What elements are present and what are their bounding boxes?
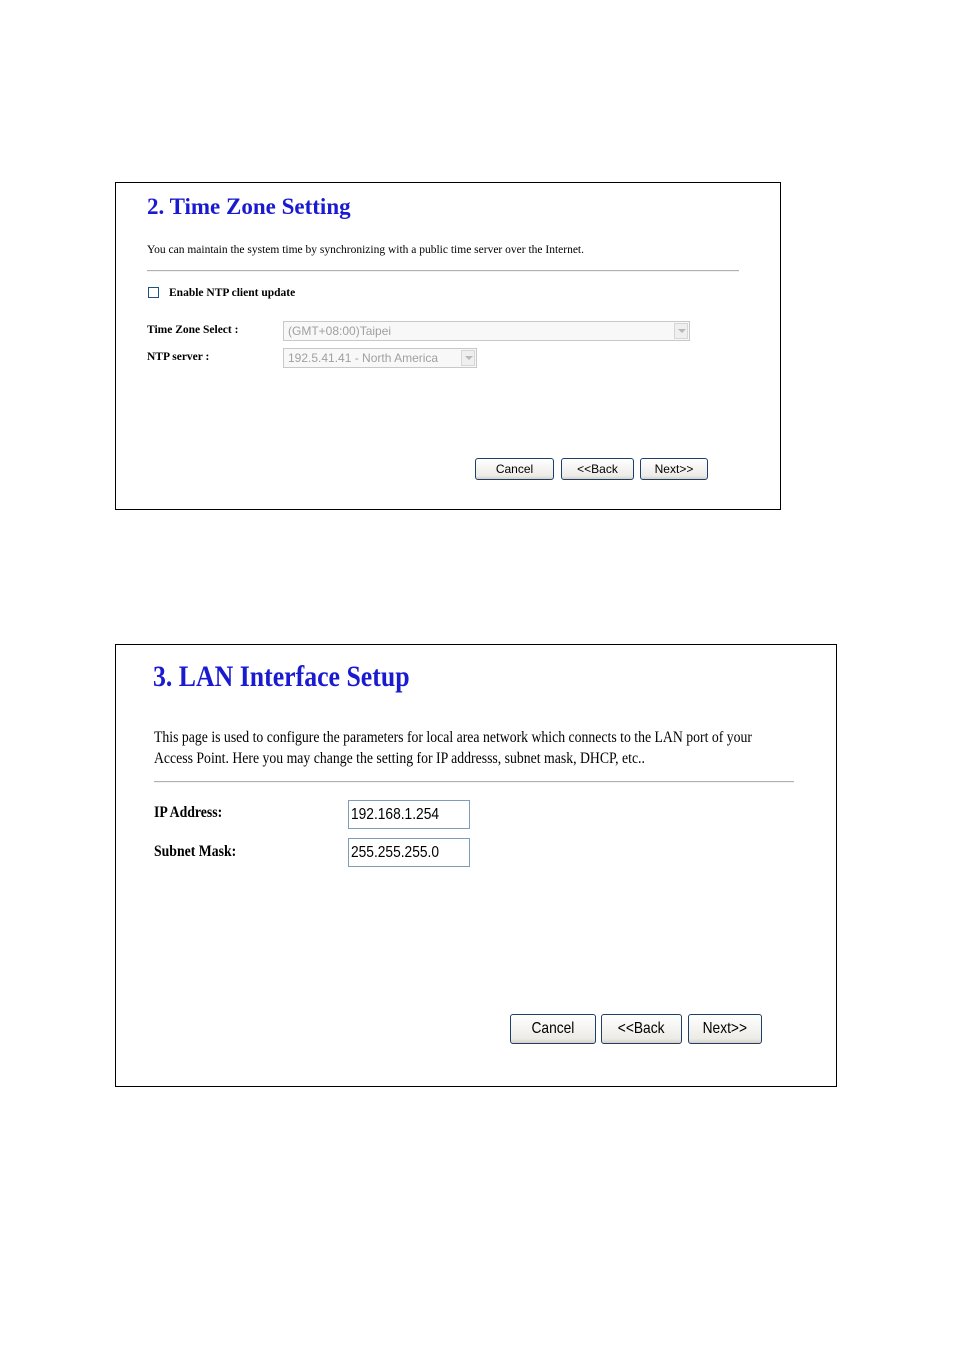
ip-address-input[interactable] xyxy=(348,800,470,829)
ip-address-label: IP Address: xyxy=(154,804,223,821)
ntp-server-label: NTP server : xyxy=(147,351,210,363)
lan-interface-panel xyxy=(115,644,837,1087)
page-title: 2. Time Zone Setting xyxy=(147,194,351,219)
back-button[interactable]: <<Back xyxy=(561,458,634,480)
ntp-server-select-value: 192.5.41.41 - North America xyxy=(288,351,439,365)
cancel-button[interactable]: Cancel xyxy=(475,458,554,480)
ntp-server-select[interactable] xyxy=(283,348,477,368)
back-button-label: <<Back xyxy=(618,1020,665,1037)
next-button-label: Next>> xyxy=(702,1020,748,1037)
chevron-down-icon[interactable] xyxy=(674,323,688,339)
back-button[interactable] xyxy=(601,1014,682,1044)
time-zone-label: Time Zone Select : xyxy=(147,324,239,336)
next-button[interactable] xyxy=(688,1014,762,1044)
subnet-mask-input[interactable] xyxy=(348,838,470,867)
page-description: This page is used to configure the parameters for local area network which connects to the LAN port of your Access Point. Here you may change the setting for IP addresss, subnet mask, DHCP, etc.. xyxy=(154,729,752,767)
next-button[interactable]: Next>> xyxy=(640,458,708,480)
cancel-button[interactable] xyxy=(510,1014,596,1044)
page-title: 3. LAN Interface Setup xyxy=(153,660,410,693)
subnet-mask-value: 255.255.255.0 xyxy=(351,844,440,861)
ip-address-value: 192.168.1.254 xyxy=(351,806,440,823)
ntp-enable-label: Enable NTP client update xyxy=(169,287,296,299)
page-description: You can maintain the system time by synchronizing with a public time server over the Internet. xyxy=(147,244,585,256)
ntp-enable-checkbox[interactable] xyxy=(148,287,159,298)
subnet-mask-label: Subnet Mask: xyxy=(154,843,237,860)
time-zone-select-value: (GMT+08:00)Taipei xyxy=(288,324,392,338)
time-zone-select[interactable] xyxy=(283,321,690,341)
divider xyxy=(147,270,739,272)
cancel-button-label: Cancel xyxy=(531,1020,575,1037)
divider xyxy=(154,781,794,783)
time-zone-panel xyxy=(115,182,781,510)
chevron-down-icon[interactable] xyxy=(461,350,475,366)
